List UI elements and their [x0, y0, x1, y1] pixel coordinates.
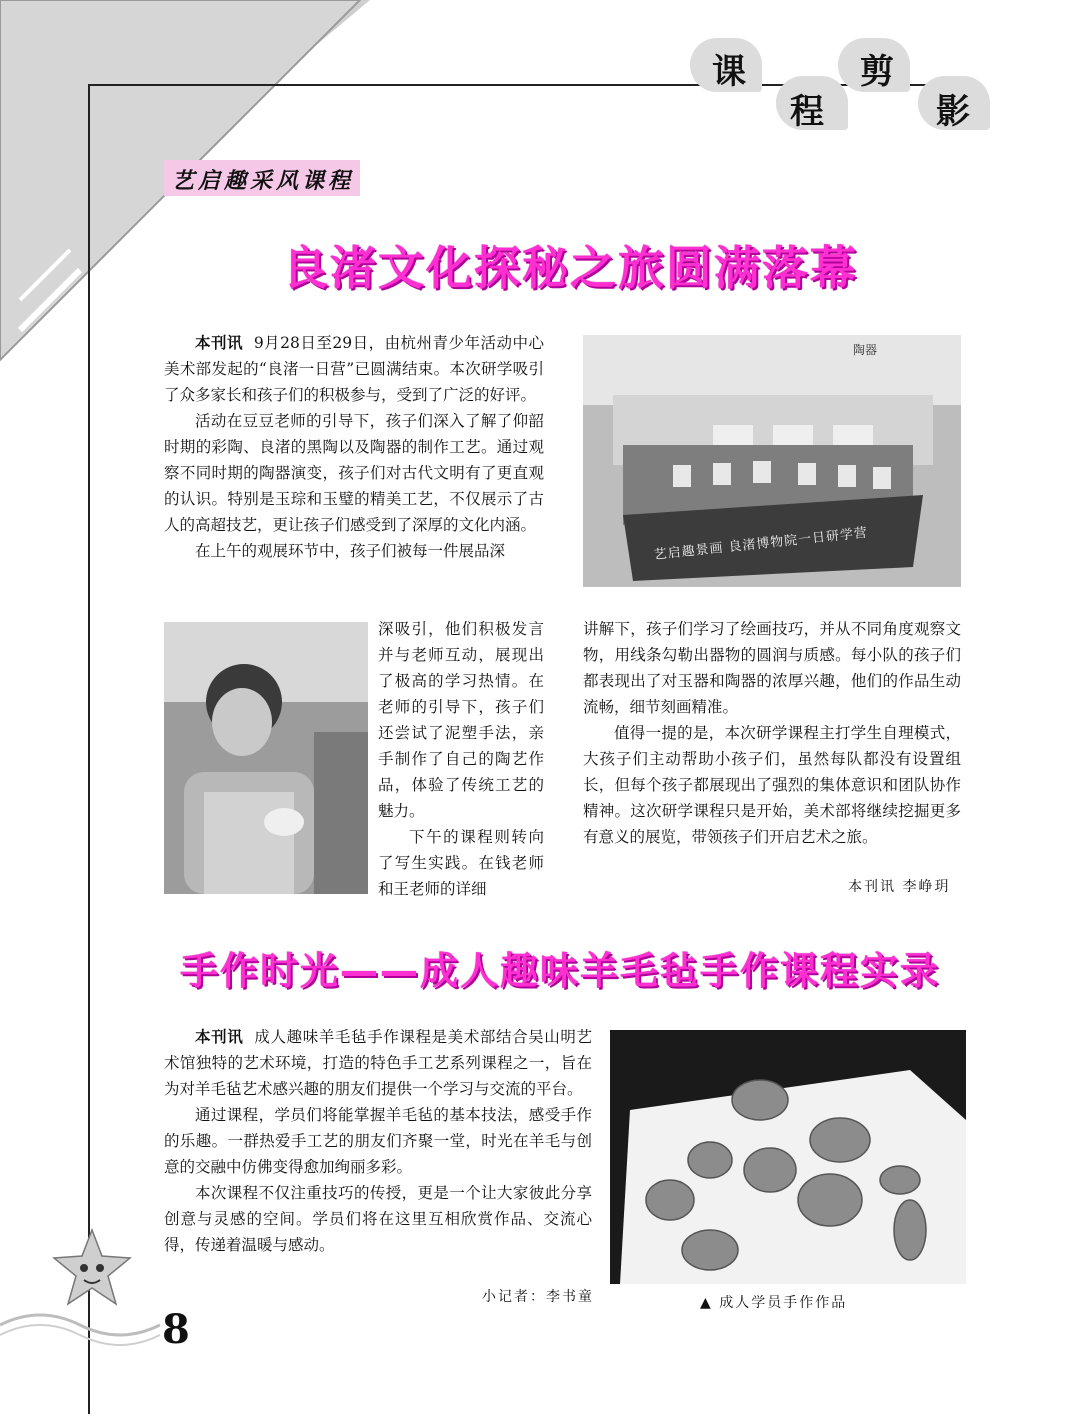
- article1-p2: 活动在豆豆老师的引导下，孩子们深入了解了仰韶时期的彩陶、良渚的黑陶以及陶器的制作工艺。通过观察不同时期的陶器演变，孩子们对古代文明有了更直观的认识。特别是玉琮和玉璧的精美工艺，不仅展示了古人的高超技艺，更让孩子们感受到了深厚的文化内涵。: [164, 412, 544, 534]
- page-number: 8: [162, 1306, 190, 1353]
- child-pottery-photo: [164, 622, 368, 894]
- article1-p1: [164, 330, 544, 408]
- article1-p4: 下午的课程则转向了写生实践。在钱老师和王老师的详细: [378, 828, 544, 898]
- article1-credit: 本刊讯 李峥玥: [848, 879, 951, 895]
- article2-p1: [164, 1024, 592, 1102]
- article1-p4b: 讲解下，孩子们学习了绘画技巧，并从不同角度观察文物，用线条勾勒出器物的圆润与质感。每小队的孩子们都表现出了对玉器和陶器的浓厚兴趣，他们的作品生动流畅，细节刻画精准。: [583, 620, 961, 716]
- article1-p1-text: 9月28日至29日，由杭州青少年活动中心美术部发起的“良渚一日营”已圆满结束。本次研学吸引了众多家长和孩子们的积极参与，受到了广泛的好评。: [164, 334, 544, 404]
- felt-photo-image: [610, 1030, 966, 1284]
- article2-title: 手作时光——成人趣味羊毛毡手作课程实录: [180, 949, 941, 993]
- article1-p3b: 深吸引，他们积极发言并与老师互动，展现出了极高的学习热情。在老师的引导下，孩子们还尝试了泥塑手法，亲手制作了自己的陶艺作品，体验了传统工艺的魅力。: [378, 620, 544, 820]
- column-char-1: 课: [712, 52, 746, 92]
- frame-left-line: [88, 84, 90, 1414]
- article1-title: 良渚文化探秘之旅圆满落幕: [282, 241, 858, 295]
- article1-p3a: 在上午的观展环节中，孩子们被每一件展品深: [195, 542, 506, 560]
- article2-credit: 小记者：李书童: [482, 1289, 594, 1305]
- article1-p5: 值得一提的是，本次研学课程主打学生自理模式，大孩子们主动帮助小孩子们，虽然每队都没有设置组长，但每个孩子都展现出了强烈的集体意识和团队协作精神。这次研学课程只是开始，美术部将继续挖掘更多有意义的展览，带领孩子们开启艺术之旅。: [583, 724, 961, 846]
- felt-photo-caption: ▲ 成人学员手作作品: [700, 1295, 848, 1311]
- mascot-star-icon: [50, 1228, 134, 1306]
- article2-p1-text: 成人趣味羊毛毡手作课程是美术部结合吴山明艺术馆独特的艺术环境，打造的特色手工艺系列课程之一，旨在为对羊毛毡艺术感兴趣的朋友们提供一个学习与交流的平台。: [164, 1028, 592, 1098]
- article2-p3: 本次课程不仅注重技巧的传授，更是一个让大家彼此分享创意与灵感的空间。学员们将在这里互相欣赏作品、交流心得，传递着温暖与感动。: [164, 1184, 592, 1254]
- article2-p2: 通过课程，学员们将能掌握羊毛毡的基本技法，感受手作的乐趣。一群热爱手工艺的朋友们齐聚一堂，时光在羊毛与创意的交融中仿佛变得愈加绚丽多彩。: [164, 1106, 592, 1176]
- column-char-2: 程: [790, 92, 824, 132]
- article1-wrap-column: [378, 616, 544, 902]
- museum-banner: 艺启趣景画 良渚博物院一日研学营: [653, 525, 869, 564]
- column-char-3: 剪: [860, 52, 894, 92]
- museum-sign: 陶器: [853, 343, 878, 357]
- felt-crafts-photo: [610, 1030, 966, 1284]
- article2-body: [164, 1024, 592, 1258]
- museum-group-photo: [583, 335, 961, 587]
- wave-decoration: [0, 1300, 170, 1350]
- article1-intro: [164, 330, 544, 564]
- article2-lead: 本刊讯: [195, 1028, 244, 1046]
- child-photo-image: [164, 622, 368, 894]
- column-char-4: 影: [936, 92, 970, 132]
- article1-right-column: [583, 616, 961, 850]
- section-tag: 艺启趣采风课程: [172, 168, 355, 194]
- article1-lead: 本刊讯: [195, 334, 243, 352]
